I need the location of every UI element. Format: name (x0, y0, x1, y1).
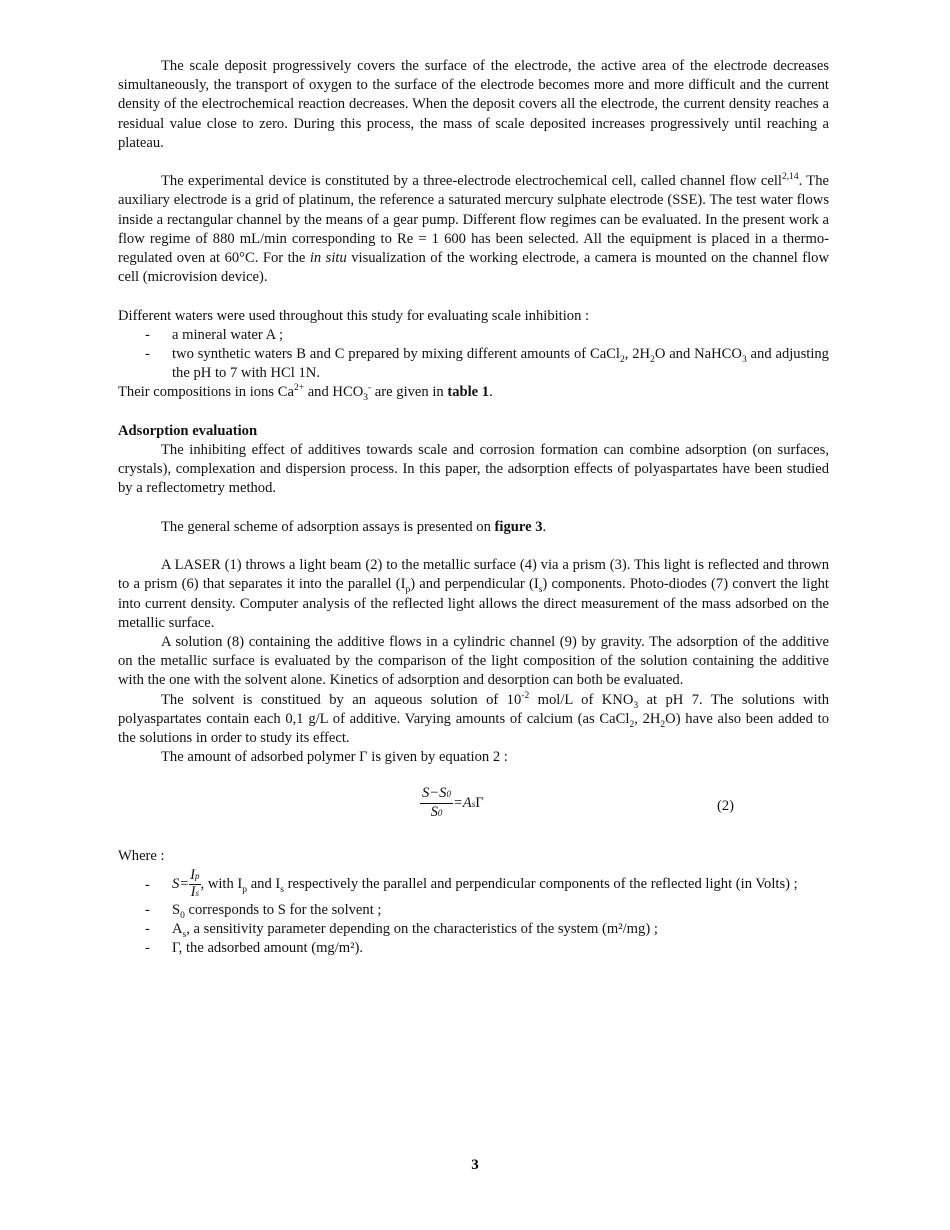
list-item: - a mineral water A ; (145, 326, 284, 343)
section-heading: Adsorption evaluation (118, 422, 258, 439)
equation-2 (118, 785, 829, 827)
equation-body: $\frac{S-S0}{S0}$ =AsΓ (422, 785, 484, 821)
paragraph-compositions: Their compositions in ions $Ca^{2+}$ and $HCO_3^-$ are given in table 1. (118, 383, 493, 404)
paragraph-inhibiting-effect: The inhibiting effect of additives towards scale and corrosion formation can combine adsorption (on surfaces, crystals), complexation and dispersion process. In this paper, the adsorption effects of polyaspartates have been studied by a reflectometry method. (118, 442, 829, 497)
paragraph-scale-deposit: The scale deposit progressively covers the surface of the electrode, the active area of the electrode decreases simultaneously, the transport of oxygen to the surface of the electrode becomes more and more difficult and the current density of the electrochemical reaction decreases. When the deposit covers all the electrode, the current density reaches a residual value close to zero. During this process, the mass of scale deposited increases progressively until reaching a plateau. (118, 58, 829, 151)
citation-ref: 2,14 (781, 172, 799, 183)
figure-reference: figure 3 (494, 518, 543, 535)
paragraph-general-scheme: The general scheme of adsorption assays is presented on figure 3. (161, 518, 547, 535)
list-item: - S= $\frac{Ip}{Is}$ , with $I_p$ and $I_s$ respectively the parallel and perpendicular components of the reflected light (in Volts) ; (145, 866, 798, 900)
where-label: Where : (118, 847, 165, 864)
page-number: 3 (471, 1157, 479, 1173)
table-reference: table 1 (447, 384, 490, 401)
list-item: - Γ, the adsorbed amount (mg/m²). (145, 940, 364, 957)
list-item: - $S_0$ corresponds to S for the solvent ; (145, 901, 382, 921)
definitions-list (118, 866, 829, 959)
list-item: - two synthetic waters B and C prepared by mixing different amounts of CaCl$_2$, $2H_2O$ and NaHCO$_3$ and adjusting the pH to 7 with HCl 1N. (145, 346, 829, 382)
s-fraction: $\frac{Ip}{Is}$ (190, 866, 200, 900)
paragraph-solvent: The solvent is constitued by an aqueous solution of $10^{-2}$ mol/L of $KNO_3$ at pH 7. The solutions with polyaspartates contain each 0,1 g/L of additive. Varying amounts of calcium (as CaCl$_2$, $2H_2O$) have also been added to the solutions in order to study its effect. (118, 690, 829, 747)
equation-number: (2) (717, 798, 735, 815)
waters-list (118, 326, 829, 384)
list-item: - $A_s$, a sensitivity parameter depending on the characteristics of the system (m²/mg) ; (145, 921, 658, 940)
equation-fraction: $\frac{S-S0}{S0}$ (422, 785, 451, 821)
paragraph-solution-flow: A solution (8) containing the additive flows in a cylindric channel (9) by gravity. The adsorption of the additive on the metallic surface is evaluated by the comparison of the light composition of the solution containing the additive with the one with the solvent alone. Kinetics of adsorption and desorption can both be evaluated. (118, 634, 829, 689)
paragraph-adsorbed-amount: The amount of adsorbed polymer Γ is given by equation 2 : (161, 749, 508, 766)
paragraph-waters-intro: Different waters were used throughout this study for evaluating scale inhibition : (118, 307, 590, 324)
paragraph-laser: A LASER (1) throws a light beam (2) to the metallic surface (4) via a prism (3). This light is reflected and thrown to a prism (6) that separates it into the parallel $(I_p)$ and perpendicular $(I_s)$ components. Photo-diodes (7) convert the light into current density. Computer analysis of the reflected light allows the direct measurement of the mass adsorbed on the metallic surface. (118, 557, 829, 631)
paragraph-experimental-device: The experimental device is constituted by a three-electrode electrochemical cell, called channel flow cell$^{2,14}$. The auxiliary electrode is a grid of platinum, the reference a saturated mercury sulphate electrode (SSE). The test water flows inside a rectangular channel by the means of a gear pump. Different flow regimes can be evaluated. In the present work a flow regime of 880 mL/min corresponding to Re = 1 600 has been selected. All the equipment is placed in a thermo-regulated oven at 60°C. For the in situ visualization of the working electrode, a camera is mounted on the channel flow cell (microvision device). (118, 172, 830, 286)
document-page (118, 57, 829, 958)
